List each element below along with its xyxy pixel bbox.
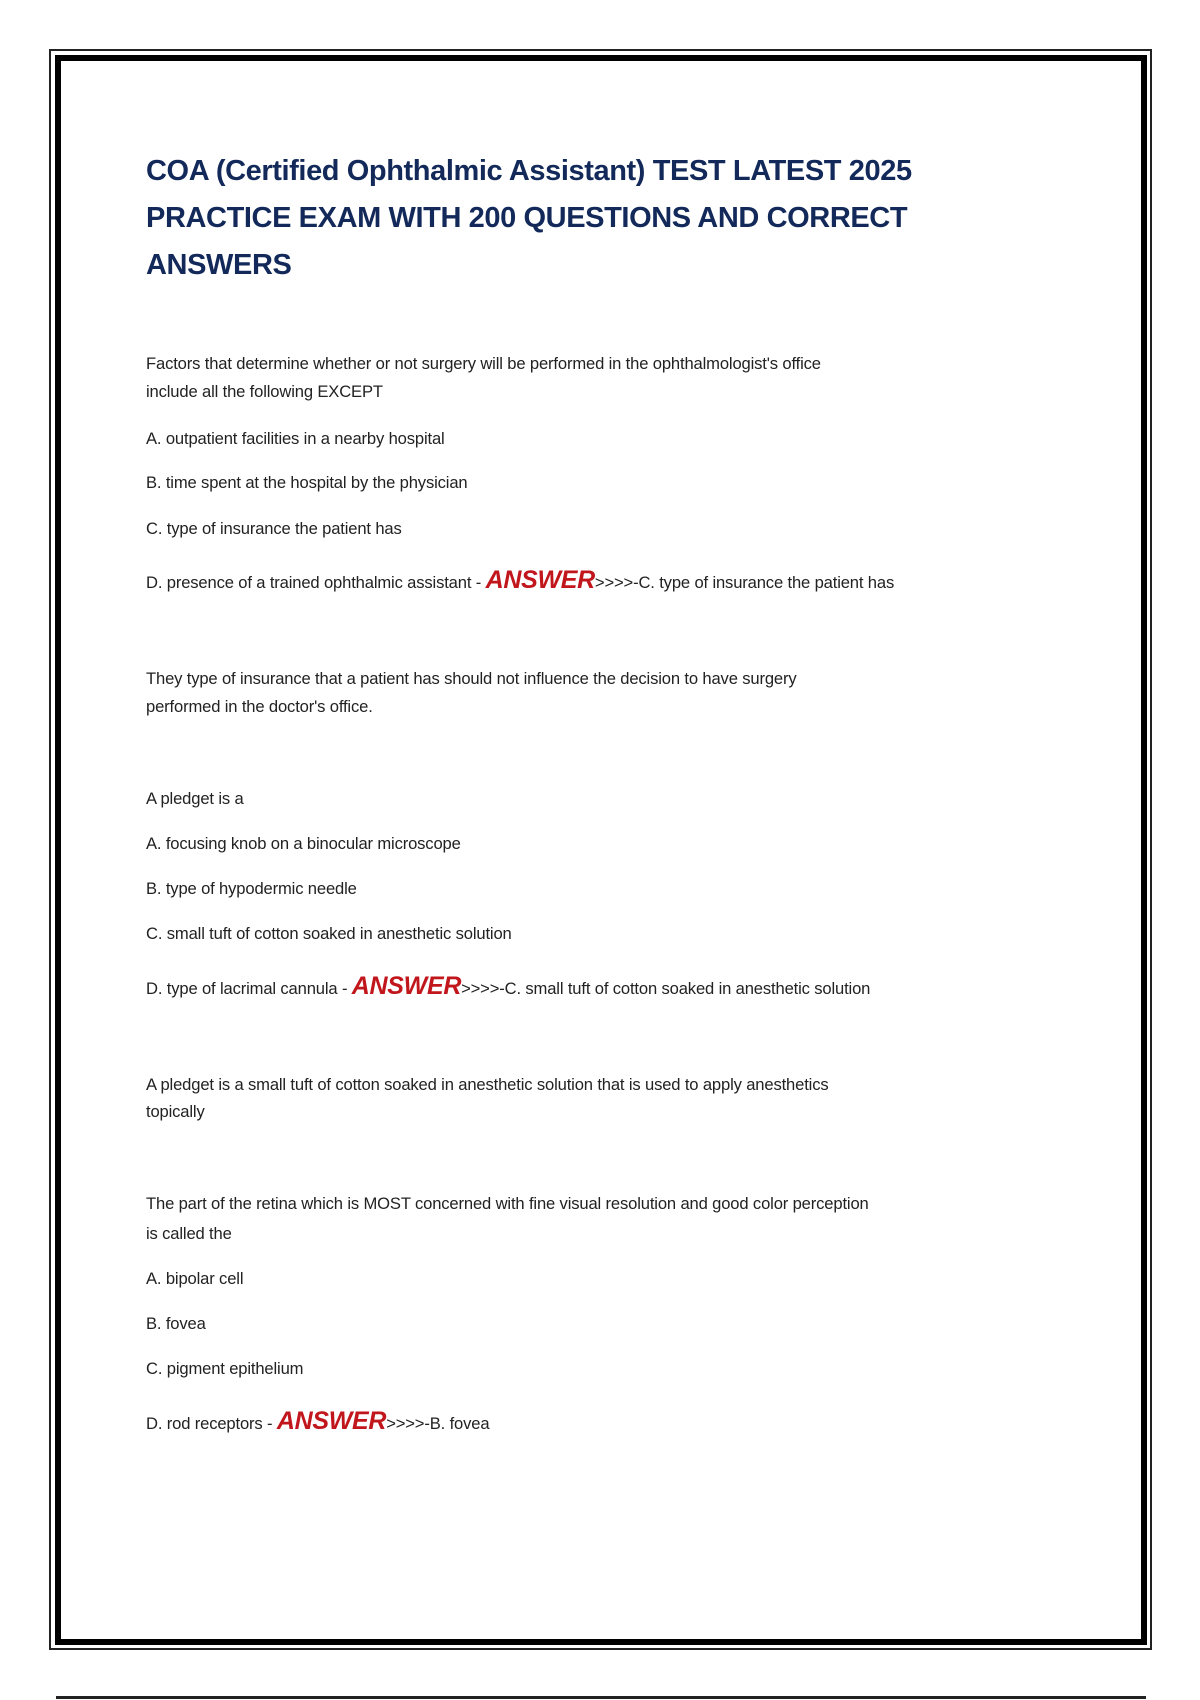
- option-d-text: D. rod receptors -: [146, 1414, 277, 1433]
- question-3-option-a: A. bipolar cell: [146, 1269, 244, 1288]
- question-2-stem: A pledget is a: [146, 789, 244, 808]
- document-title: COA (Certified Ophthalmic Assistant) TEST LATEST 2025 PRACTICE EXAM WITH 200 QUESTIONS AND CORRECT ANSWERS: [146, 155, 912, 281]
- answer-text: >>>>-B. fovea: [386, 1414, 490, 1433]
- question-3-stem-line-2: is called the: [146, 1224, 232, 1243]
- question-2-explanation-line-1: A pledget is a small tuft of cotton soaked in anesthetic solution that is used to apply anesthetics: [146, 1075, 829, 1094]
- question-3-stem-line-1: The part of the retina which is MOST concerned with fine visual resolution and good color perception: [146, 1194, 869, 1213]
- answer-text: >>>>-C. type of insurance the patient has: [594, 573, 895, 592]
- answer-text: >>>>-C. small tuft of cotton soaked in anesthetic solution: [461, 979, 871, 998]
- question-1-option-d-with-answer: [146, 566, 894, 595]
- question-1-explanation-line-2: performed in the doctor's office.: [146, 697, 373, 716]
- answer-label: ANSWER: [276, 1407, 387, 1435]
- question-2-option-c: C. small tuft of cotton soaked in anesthetic solution: [146, 924, 512, 943]
- option-d-text: D. presence of a trained ophthalmic assistant -: [146, 573, 486, 592]
- option-d-text: D. type of lacrimal cannula -: [146, 979, 352, 998]
- question-1-option-c: C. type of insurance the patient has: [146, 519, 402, 538]
- question-3-option-b: B. fovea: [146, 1314, 206, 1333]
- question-2-option-b: B. type of hypodermic needle: [146, 879, 357, 898]
- question-2-option-a: A. focusing knob on a binocular microscope: [146, 834, 461, 853]
- question-3-option-d-with-answer: [146, 1407, 489, 1436]
- answer-label: ANSWER: [351, 972, 462, 1000]
- question-3-option-c: C. pigment epithelium: [146, 1359, 304, 1378]
- next-page-edge: [56, 1696, 1146, 1699]
- question-1-option-b: B. time spent at the hospital by the physician: [146, 473, 468, 492]
- question-1-stem-line-1: Factors that determine whether or not surgery will be performed in the ophthalmologist's office: [146, 354, 821, 373]
- question-2-explanation-line-2: topically: [146, 1102, 205, 1121]
- question-1-stem-line-2: include all the following EXCEPT: [146, 382, 383, 401]
- question-1-explanation-line-1: They type of insurance that a patient has should not influence the decision to have surgery: [146, 669, 797, 688]
- answer-label: ANSWER: [485, 566, 595, 594]
- question-2-option-d-with-answer: [146, 972, 870, 1001]
- question-1-option-a: A. outpatient facilities in a nearby hospital: [146, 429, 445, 448]
